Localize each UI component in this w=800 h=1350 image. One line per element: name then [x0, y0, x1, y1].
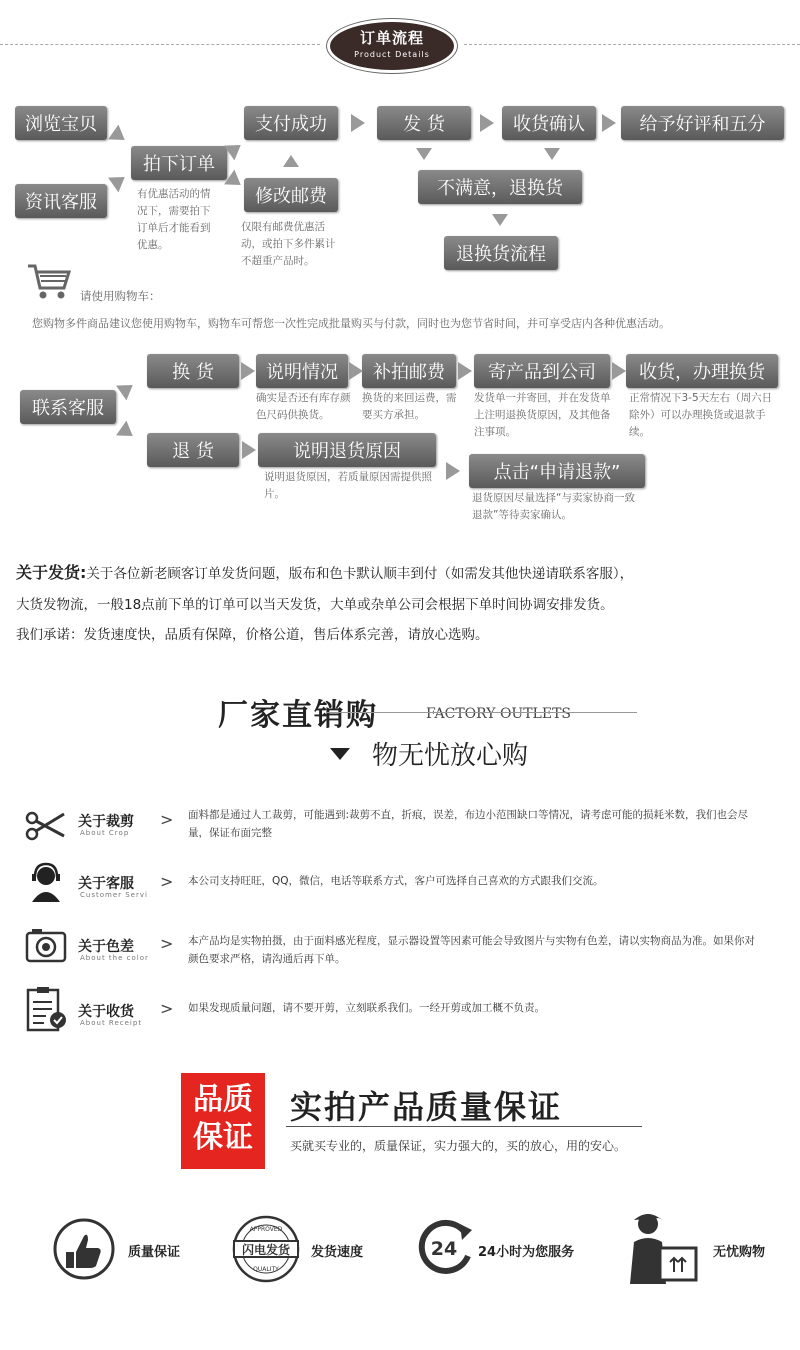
quality-underline: [286, 1126, 642, 1127]
step-refund: 退 货: [147, 433, 239, 467]
policy-text-crop: 面料都是通过人工裁剪，可能遇到:裁剪不直，折痕，误差，布边小范围缺口等情况，请考虑可能的损耗米数，我们也会尽量，保证布面完整: [188, 809, 749, 839]
feature-label-quality: 质量保证: [128, 1245, 181, 1260]
stamp-top-text: APPROVED: [249, 1226, 283, 1233]
note-apply: 退货原因尽量选择“与卖家协商一致退款”等待卖家确认。: [472, 492, 635, 521]
step-unsatisfied: 不满意，退换货: [418, 170, 582, 204]
arrow-right-icon: [108, 125, 130, 148]
step-confirm-receipt: 收货确认: [502, 106, 596, 140]
chevron-right-icon: >: [160, 872, 174, 891]
arrow-right-icon: [224, 138, 246, 161]
chevron-right-icon: >: [160, 934, 174, 953]
delivery-icon: [624, 1208, 706, 1286]
note-send: 发货单一并寄回，并在发货单上注明退换货原因，及其他备注事项。: [474, 392, 611, 438]
arrow-right-icon: [224, 170, 246, 193]
step-apply-refund: 点击“申请退款”: [469, 454, 645, 488]
note-refund-reason: 说明退货原因，若质量原因需提供照片。: [264, 471, 432, 500]
shipping-label: 关于发货:: [16, 563, 87, 582]
shopping-cart-icon: [26, 262, 72, 302]
arrow-right-icon: [116, 378, 138, 401]
policy-text-color: 本产品均是实物拍摄，由于面料感光程度，显示器设置等因素可能会导致图片与实物有色差，请以实物商品为准。如果你对颜色要求严格，请沟通后再下单。: [188, 935, 755, 965]
cart-text: 您购物多件商品建议您使用购物车，购物车可帮您一次性完成批量购买与付款，同时也为您节省时间，并可享受店内各种优惠活动。: [32, 317, 670, 330]
step-modify-postage: 修改邮费: [244, 178, 338, 212]
factory-underline: [327, 712, 637, 713]
scissors-icon: [24, 806, 68, 846]
policy-title-service: 关于客服: [78, 876, 134, 892]
24h-icon: [414, 1214, 478, 1280]
arrow-up-icon: [283, 155, 299, 167]
arrow-right-icon: [349, 362, 363, 380]
step-place-order: 拍下订单: [131, 146, 227, 180]
policy-title-receipt: 关于收货: [78, 1004, 134, 1020]
note-modify: 仅限有邮费优惠活动，或拍下多件累计不超重产品时。: [241, 221, 336, 267]
order-process-badge: [330, 22, 454, 70]
arrow-right-icon: [351, 114, 365, 132]
step-browse: 浏览宝贝: [15, 106, 107, 140]
stamp-bottom-text: QUALITY: [253, 1266, 279, 1273]
thumbs-up-icon: [50, 1218, 118, 1280]
step-contact-service: 联系客服: [20, 390, 116, 424]
quality-badge-line2: 保证: [193, 1120, 253, 1155]
triangle-down-icon: [330, 748, 350, 760]
step-exchange: 换 货: [147, 354, 239, 388]
feature-label-shipping: 发货速度: [311, 1245, 364, 1260]
stamp-text: 闪电发货: [241, 1243, 291, 1257]
policy-sub-color: About the color: [80, 954, 149, 962]
badge-subtitle: Product Details: [354, 50, 430, 59]
note-order: 有优惠活动的情况下，需要拍下订单后才能看到优惠。: [137, 188, 211, 251]
arrow-down-icon: [416, 148, 432, 160]
policy-sub-receipt: About Receipt: [80, 1019, 143, 1027]
step-exchange-flow: 退换货流程: [444, 236, 558, 270]
quality-subtitle: 买就买专业的，质量保证，实力强大的，买的放心，用的安心。: [290, 1139, 627, 1153]
shipping-line-1: [16, 560, 633, 583]
checklist-icon: [24, 986, 68, 1034]
customer-service-icon: [24, 862, 68, 902]
arrow-right-icon: [612, 362, 626, 380]
note-repay: 换货的来回运费，需要买方承担。: [362, 392, 457, 421]
step-repay-postage: 补拍邮费: [362, 354, 456, 388]
arrow-right-icon: [108, 170, 130, 193]
quality-badge: [181, 1073, 265, 1169]
chevron-right-icon: >: [160, 810, 174, 829]
policy-title-color: 关于色差: [78, 939, 134, 955]
step-explain: 说明情况: [256, 354, 348, 388]
arrow-right-icon: [602, 114, 616, 132]
factory-subtitle: FACTORY OUTLETS: [426, 706, 571, 722]
arrow-down-icon: [492, 214, 508, 226]
badge-title: 订单流程: [359, 29, 424, 47]
step-receive: 收货，办理换货: [626, 354, 778, 388]
note-explain: 确实是否还有库存颜色尺码供换货。: [256, 392, 351, 421]
camera-icon: [24, 925, 68, 965]
cart-label: 请使用购物车：: [80, 289, 161, 303]
factory-title: 厂家直销购: [218, 698, 378, 733]
step-pay: 支付成功: [244, 106, 338, 140]
arrow-right-icon: [446, 462, 460, 480]
chevron-right-icon: >: [160, 999, 174, 1018]
divider-right: [464, 44, 800, 45]
24h-number: 24: [430, 1238, 458, 1260]
shipping-line-2: 大货发物流，一般18点前下单的订单可以当天发货，大单或杂单公司会根据下单时间协调安排发货。: [16, 597, 614, 613]
feature-label-24h: 24小时为您服务: [478, 1245, 575, 1260]
policy-sub-service: Customer Servi: [80, 891, 148, 899]
arrow-right-icon: [241, 362, 255, 380]
shipping-line-3: 我们承诺：发货速度快，品质有保障，价格公道，售后体系完善，请放心选购。: [16, 627, 489, 643]
feature-label-worry-free: 无忧购物: [713, 1245, 766, 1260]
arrow-right-icon: [116, 421, 138, 444]
stamp-icon: [230, 1214, 302, 1284]
arrow-right-icon: [480, 114, 494, 132]
arrow-right-icon: [242, 441, 256, 459]
note-receive: 正常情况下3-5天左右（周六日除外）可以办理换货或退款手续。: [629, 392, 773, 438]
shipping-text-1: 关于各位新老顾客订单发货问题，版布和色卡默认顺丰到付（如需发其他快递请联系客服），: [86, 566, 634, 582]
arrow-right-icon: [458, 362, 472, 380]
policy-sub-crop: About Crop: [80, 829, 130, 837]
policy-text-receipt: 如果发现质量问题，请不要开剪，立刻联系我们。一经开剪或加工概不负责。: [188, 1002, 545, 1014]
arrow-down-icon: [544, 148, 560, 160]
quality-title: 实拍产品质量保证: [290, 1088, 563, 1126]
step-ship: 发 货: [377, 106, 471, 140]
step-send-product: 寄产品到公司: [474, 354, 610, 388]
step-explain-refund: 说明退货原因: [258, 433, 436, 467]
step-review: 给予好评和五分: [621, 106, 784, 140]
policy-text-service: 本公司支持旺旺，QQ，微信，电话等联系方式，客户可选择自己喜欢的方式跟我们交流。: [188, 875, 604, 887]
divider-left: [0, 44, 320, 45]
quality-badge-line1: 品质: [193, 1082, 253, 1117]
factory-slogan: 物无忧放心购: [372, 741, 529, 771]
step-consult: 资讯客服: [15, 184, 107, 218]
policy-title-crop: 关于裁剪: [78, 814, 134, 830]
